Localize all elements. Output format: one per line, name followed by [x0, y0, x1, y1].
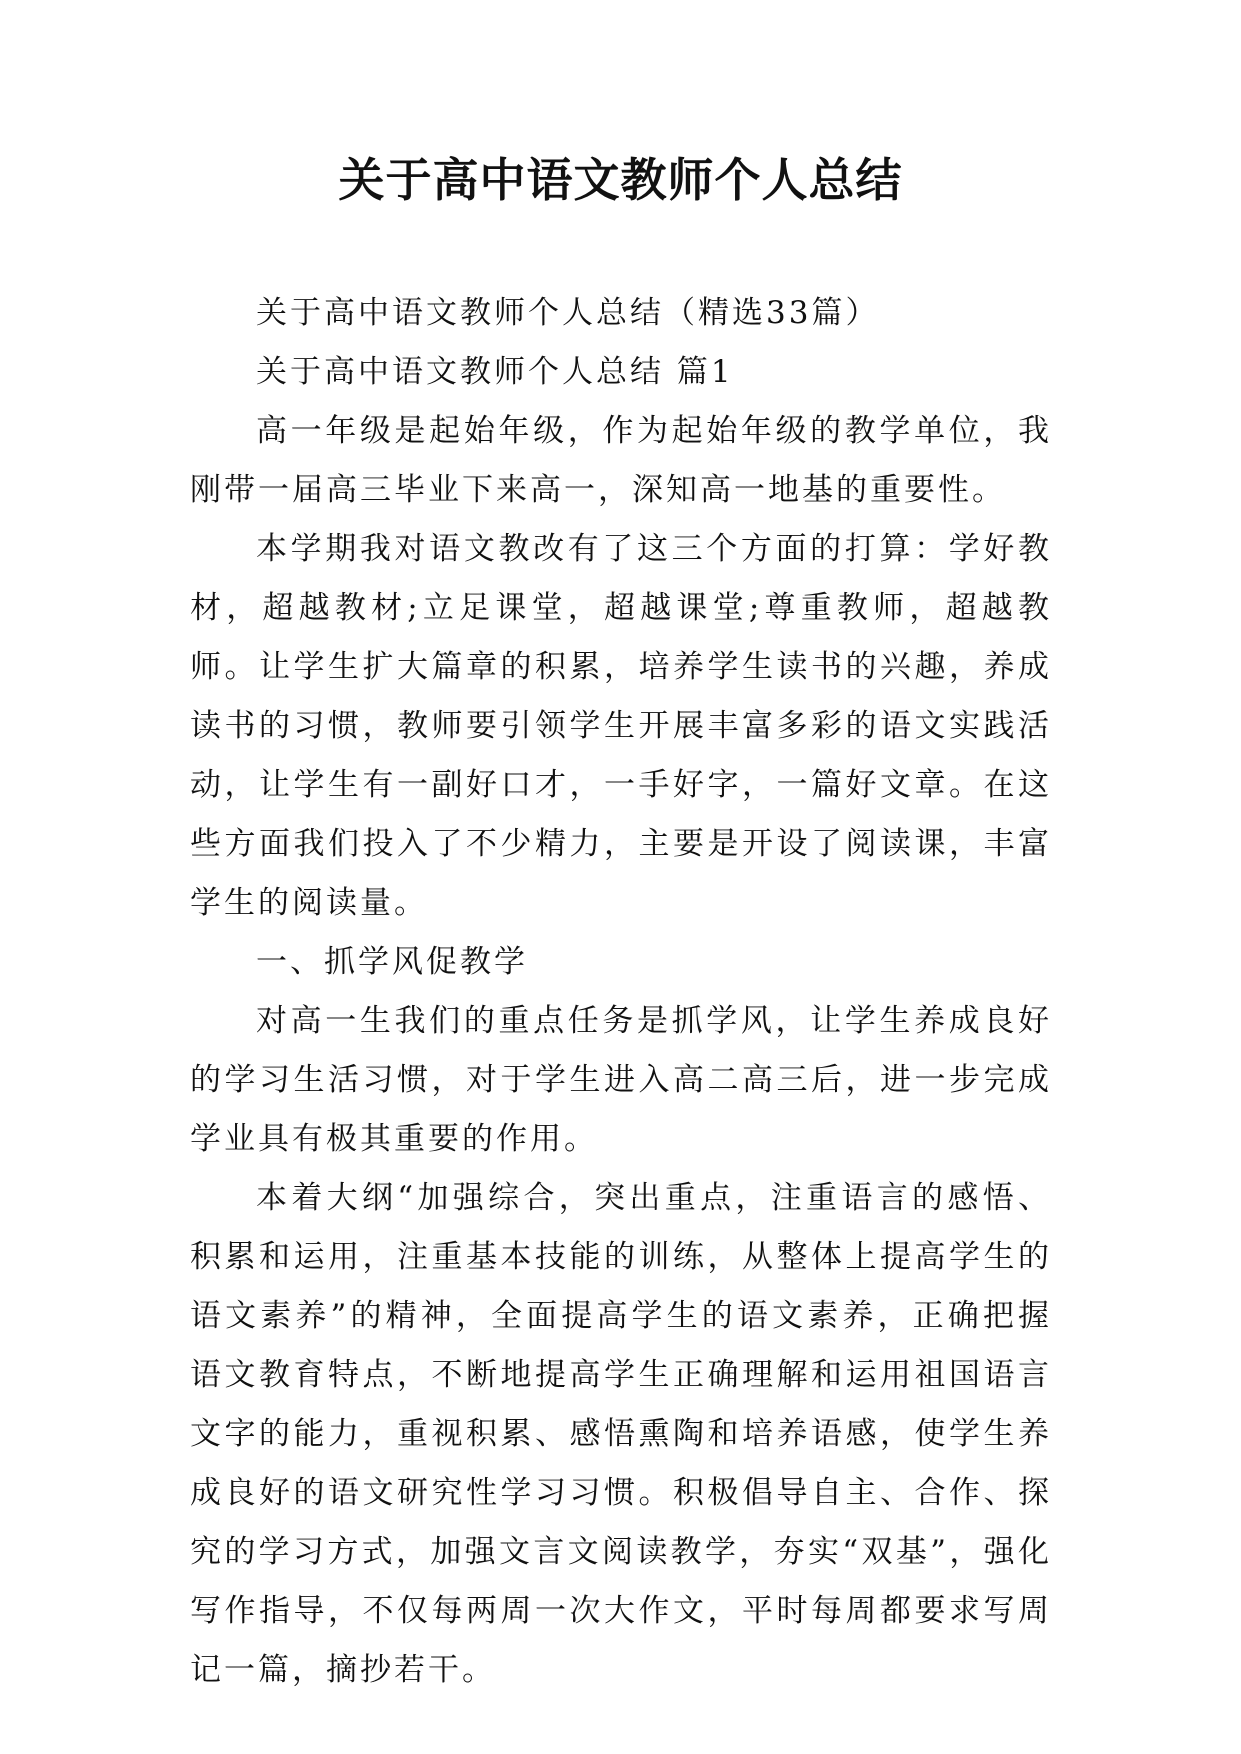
body-paragraph: 高一年级是起始年级，作为起始年级的教学单位，我刚带一届高三毕业下来高一，深知高一地基的重要性。 — [190, 413, 1052, 508]
subtitle-paragraph: 关于高中语文教师个人总结（精选33篇） — [256, 295, 880, 331]
document-title: 关于高中语文教师个人总结 — [338, 153, 903, 207]
body-paragraph: 对高一生我们的重点任务是抓学风，让学生养成良好的学习生活习惯，对于学生进入高二高三后，进一步完成学业具有极其重要的作用。 — [190, 1003, 1052, 1157]
document-body — [190, 284, 1052, 1700]
body-paragraph: 本着大纲“加强综合，突出重点，注重语言的感悟、积累和运用，注重基本技能的训练，从整体上提高学生的语文素养”的精神，全面提高学生的语文素养，正确把握语文教育特点，不断地提高学生正确理解和运用祖国语言文字的能力，重视积累、感悟熏陶和培养语感，使学生养成良好的语文研究性学习习惯。积极倡导自主、合作、探究的学习方式，加强文言文阅读教学，夯实“双基”，强化写作指导，不仅每两周一次大作文，平时每周都要求写周记一篇，摘抄若干。 — [190, 1180, 1052, 1688]
subsection-heading: 一、抓学风促教学 — [256, 944, 528, 980]
section-heading: 关于高中语文教师个人总结 篇1 — [256, 354, 734, 390]
body-paragraph: 本学期我对语文教改有了这三个方面的打算：学好教材，超越教材;立足课堂，超越课堂;尊重教师，超越教师。让学生扩大篇章的积累，培养学生读书的兴趣，养成读书的习惯，教师要引领学生开展丰富多彩的语文实践活动，让学生有一副好口才，一手好字，一篇好文章。在这些方面我们投入了不少精力，主要是开设了阅读课，丰富学生的阅读量。 — [190, 531, 1052, 921]
